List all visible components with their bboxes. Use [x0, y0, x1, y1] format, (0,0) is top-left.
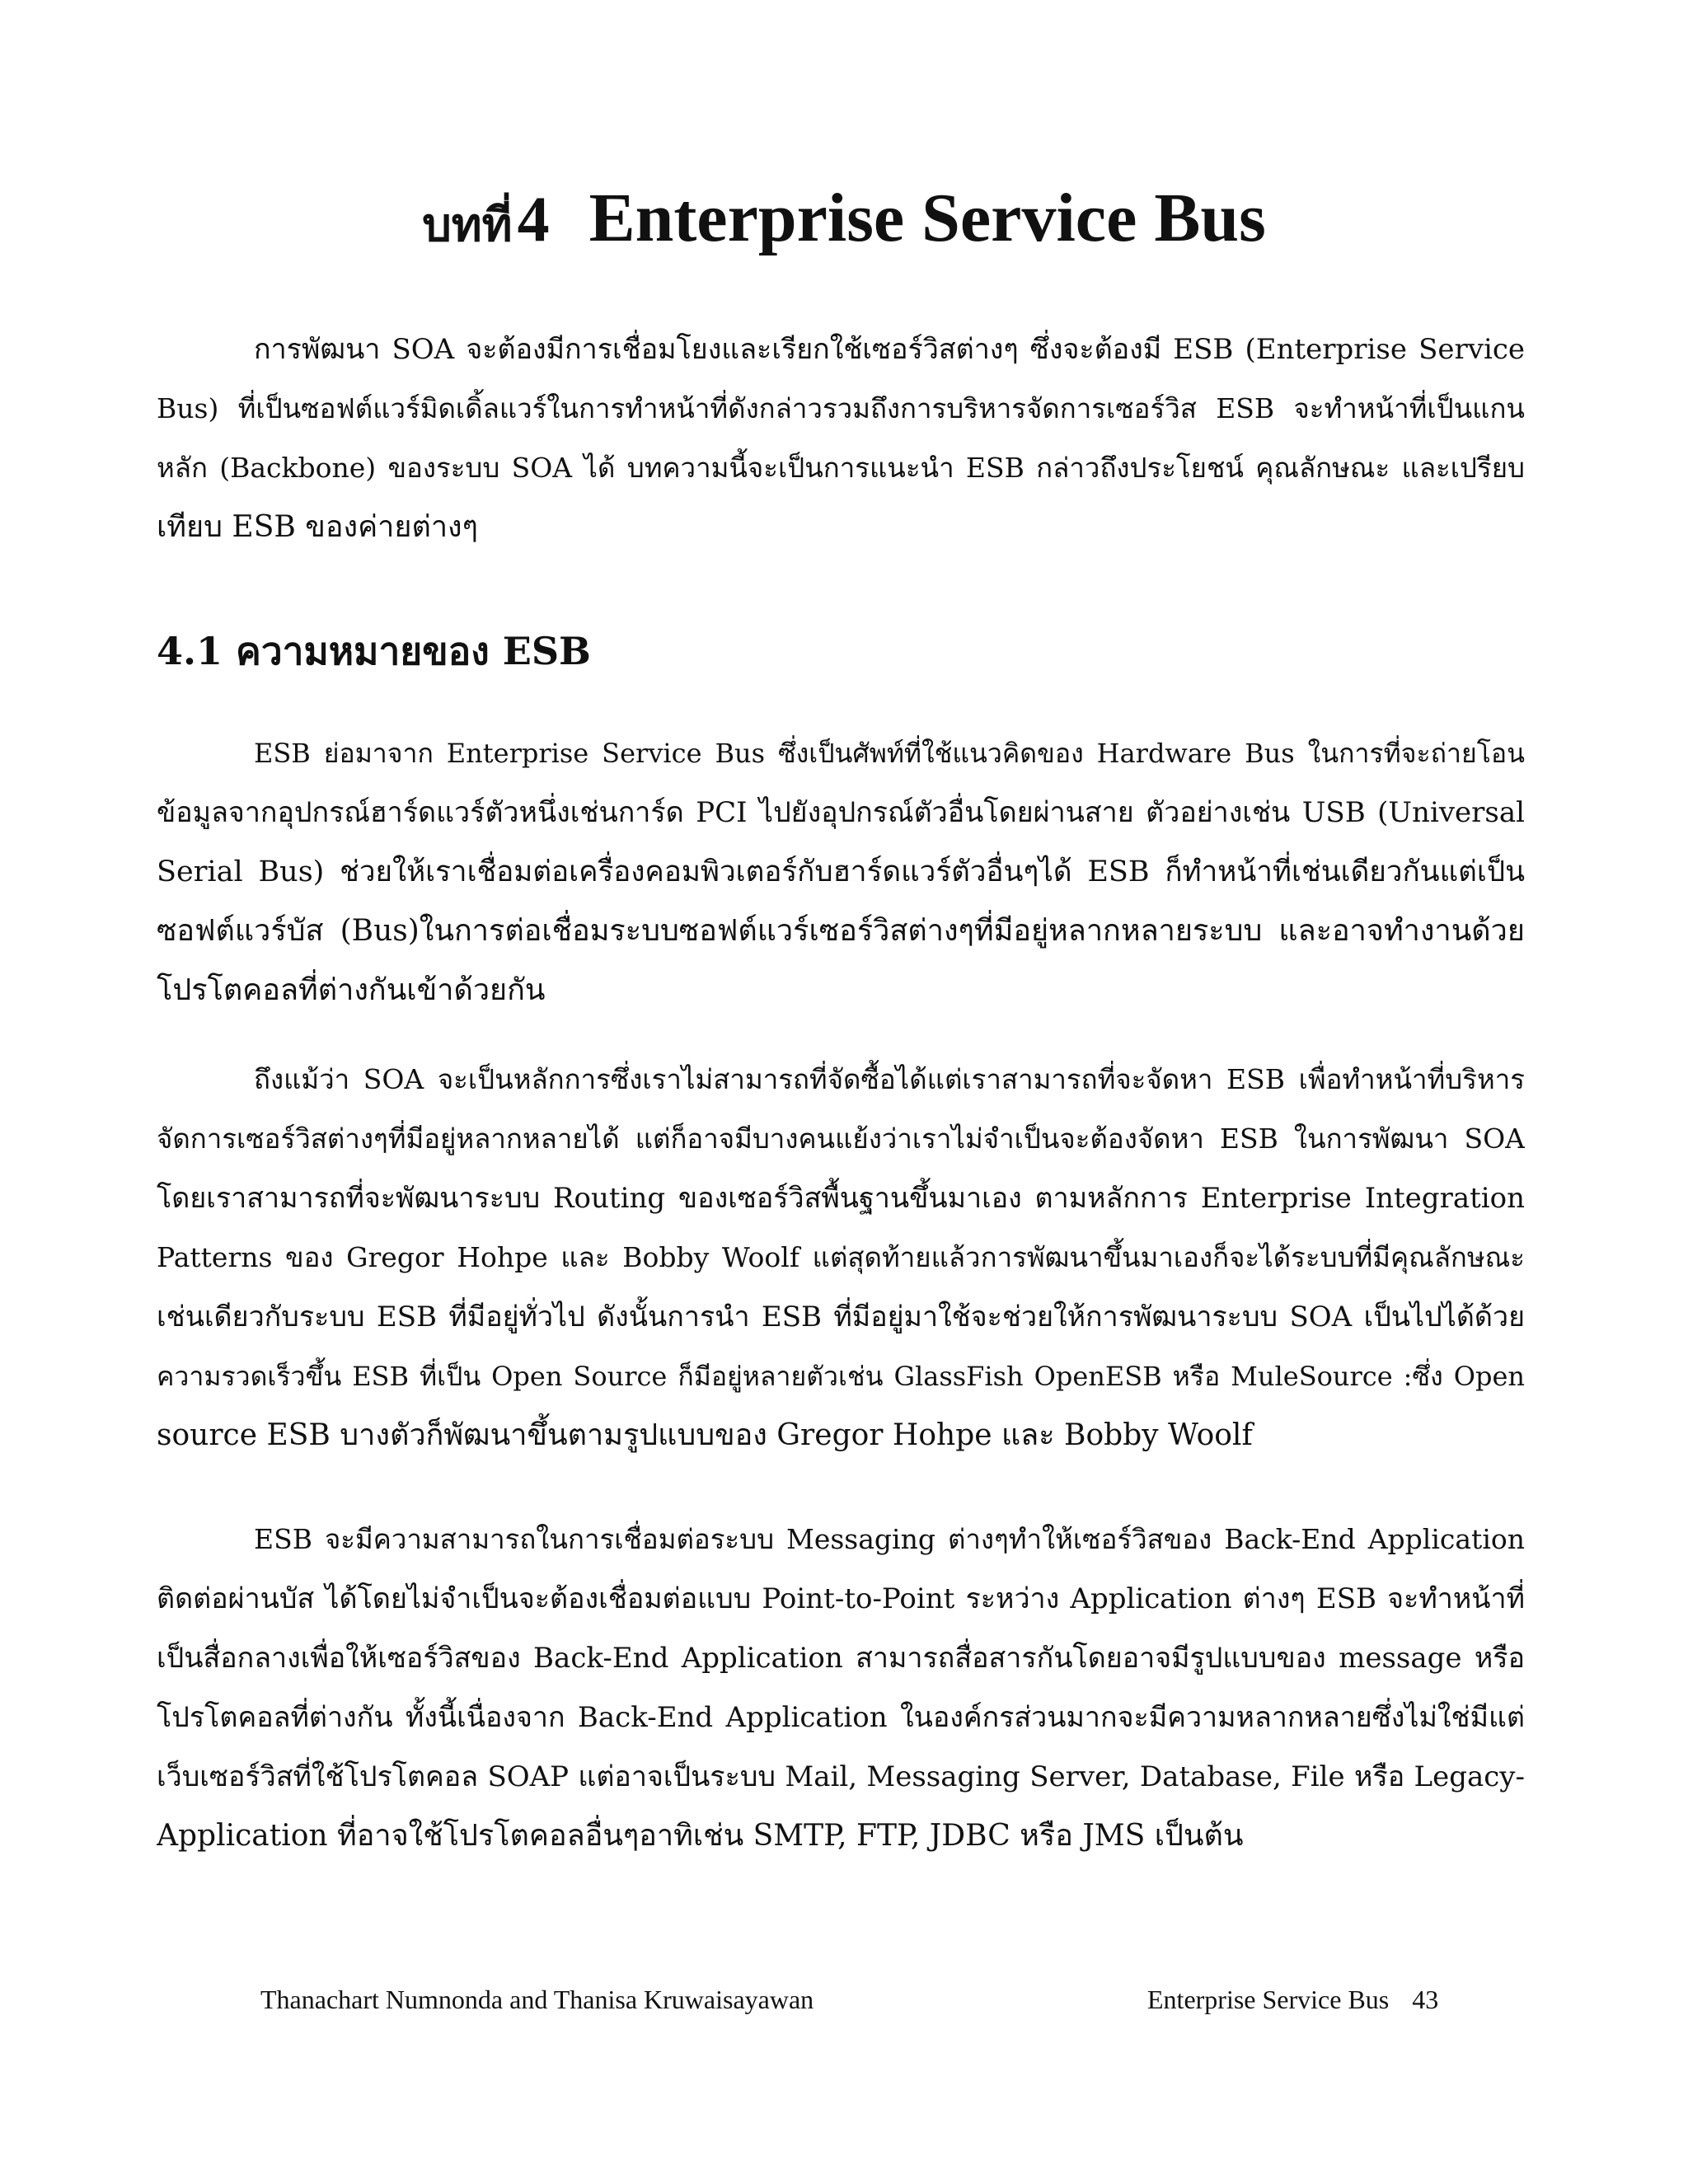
paragraph-line: หลัก (Backbone) ของระบบ SOA ได้ บทความนี้จะเป็นการแนะนำ ESB กล่าวถึงประโยชน์ คุณลักษณะ และเปรียบ — [157, 452, 1525, 484]
paragraph-line: เป็นสื่อกลางเพื่อให้เซอร์วิสของ Back-End Application สามารถสื่อสารกันโดยอาจมีรูปแบบของ message หรือ — [157, 1642, 1525, 1675]
paragraph-line: ความรวดเร็วขึ้น ESB ที่เป็น Open Source ก็มีอยู่หลายตัวเช่น GlassFish OpenESB หรือ MuleSource :ซึ่ง Open — [157, 1361, 1525, 1392]
paragraph-line: ESB ย่อมาจาก Enterprise Service Bus ซึ่งเป็นศัพท์ที่ใช้แนวคิดของ Hardware Bus ในการที่จะถ่ายโอน — [254, 738, 1525, 769]
paragraph-line: จัดการเซอร์วิสต่างๆที่มีอยู่หลากหลายได้ แต่ก็อาจมีบางคนแย้งว่าเราไม่จำเป็นจะต้องจัดหา ESB ในการพัฒนา SOA — [157, 1122, 1525, 1155]
body-paragraph-3 — [157, 1510, 1525, 1866]
chapter-name: Enterprise Service Bus — [588, 180, 1266, 256]
paragraph-line: Patterns ของ Gregor Hohpe และ Bobby Woolf แต่สุดท้ายแล้วการพัฒนาขึ้นมาเองก็จะได้ระบบที่มีคุณลักษณะ — [157, 1241, 1525, 1273]
body-paragraph-2 — [157, 1050, 1525, 1465]
paragraph-line: เทียบ ESB ของค่ายต่างๆ — [157, 510, 478, 544]
chapter-number: 4 — [517, 183, 550, 255]
paragraph-line: เช่นเดียวกับระบบ ESB ที่มีอยู่ทั่วไป ดังนั้นการนำ ESB ที่มีอยู่มาใช้จะช่วยให้การพัฒนาระบบ SOA เป็นไปได้ด้วย — [157, 1301, 1525, 1333]
paragraph-line: Bus) ที่เป็นซอฟต์แวร์มิดเดิ้ลแวร์ในการทำหน้าที่ดังกล่าวรวมถึงการบริหารจัดการเซอร์วิส ESB จะทำหน้าที่เป็นแกน — [157, 392, 1525, 424]
page-number: 43 — [1412, 1985, 1439, 2014]
paragraph-line: Serial Bus) ช่วยให้เราเชื่อมต่อเครื่องคอมพิวเตอร์กับฮาร์ดแวร์ตัวอื่นๆได้ ESB ก็ทำหน้าที่เช่นเดียวกันแต่เป็น — [157, 855, 1525, 888]
paragraph-line: โปรโตคอลที่ต่างกัน ทั้งนี้เนื่องจาก Back-End Application ในองค์กรส่วนมากจะมีความหลากหลายซึ่งไม่ใช่มีแต่ — [157, 1701, 1525, 1734]
footer-running-title — [1147, 1985, 1438, 2015]
paragraph-line: โปรโตคอลที่ต่างกันเข้าด้วยกัน — [157, 973, 546, 1007]
footer-title: Enterprise Service Bus — [1147, 1985, 1390, 2014]
section-heading: 4.1 ความหมายของ ESB — [157, 629, 591, 673]
paragraph-line: ถึงแม้ว่า SOA จะเป็นหลักการซึ่งเราไม่สามารถที่จัดซื้อได้แต่เราสามารถที่จะจัดหา ESB เพื่อทำหน้าที่บริหาร — [254, 1063, 1525, 1095]
footer-authors: Thanachart Numnonda and Thanisa Kruwaisayawan — [260, 1985, 814, 2014]
chapter-title — [0, 173, 1688, 282]
paragraph-line: โดยเราสามารถที่จะพัฒนาระบบ Routing ของเซอร์วิสพื้นฐานขึ้นมาเอง ตามหลักการ Enterprise Integration — [157, 1182, 1525, 1215]
body-paragraph-1 — [157, 724, 1525, 1020]
paragraph-line: source ESB บางตัวก็พัฒนาขึ้นตามรูปแบบของ Gregor Hohpe และ Bobby Woolf — [157, 1418, 1253, 1452]
paragraph-line: ซอฟต์แวร์บัส (Bus)ในการต่อเชื่อมระบบซอฟต์แวร์เซอร์วิสต่างๆที่มีอยู่หลากหลายระบบ และอาจทำงานด้วย — [157, 914, 1525, 948]
paragraph-line: การพัฒนา SOA จะต้องมีการเชื่อมโยงและเรียกใช้เซอร์วิสต่างๆ ซึ่งจะต้องมี ESB (Enterprise Service — [254, 333, 1525, 366]
paragraph-line: ข้อมูลจากอุปกรณ์ฮาร์ดแวร์ตัวหนึ่งเช่นการ์ด PCI ไปยังอุปกรณ์ตัวอื่นโดยผ่านสาย ตัวอย่างเช่น USB (Universal — [157, 796, 1525, 829]
paragraph-line: Application ที่อาจใช้โปรโตคอลอื่นๆอาทิเช่น SMTP, FTP, JDBC หรือ JMS เป็นต้น — [157, 1819, 1244, 1853]
paragraph-line: เว็บเซอร์วิสที่ใช้โปรโตคอล SOAP แต่อาจเป็นระบบ Mail, Messaging Server, Database, File หรือ Legacy- — [157, 1760, 1525, 1793]
intro-paragraph — [157, 320, 1525, 557]
chapter-prefix: บทที่ — [422, 198, 513, 252]
paragraph-line: ติดต่อผ่านบัส ได้โดยไม่จำเป็นจะต้องเชื่อมต่อแบบ Point-to-Point ระหว่าง Application ต่างๆ ESB จะทำหน้าที่ — [157, 1582, 1525, 1615]
paragraph-line: ESB จะมีความสามารถในการเชื่อมต่อระบบ Messaging ต่างๆทำให้เซอร์วิสของ Back-End Application — [254, 1523, 1525, 1555]
